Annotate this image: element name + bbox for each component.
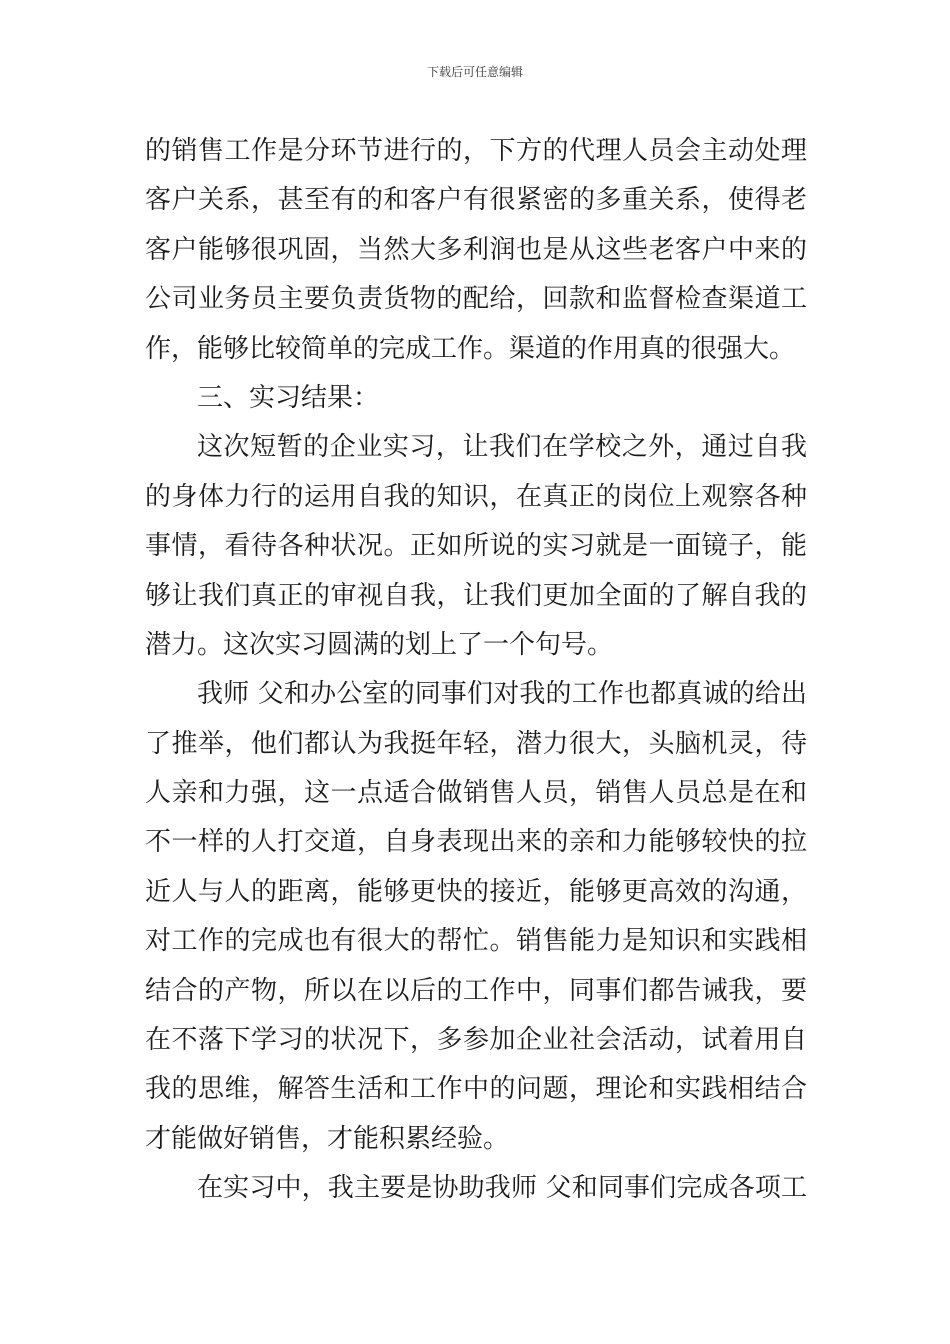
text-line-19: 在不落下学习的状况下，多参加企业社会活动，试着用自 xyxy=(145,1025,807,1056)
header-note: 下载后可任意编辑 xyxy=(426,65,523,79)
section-heading: 三、实习结果： xyxy=(197,382,380,413)
text-line-20: 我的思维，解答生活和工作中的问题，理论和实践相结合 xyxy=(145,1074,807,1105)
text-line-7: 这次短暂的企业实习，让我们在学校之外，通过自我 xyxy=(197,432,807,463)
text-line-8: 的身体力行的运用自我的知识，在真正的岗位上观察各种 xyxy=(145,481,807,512)
text-line-10: 够让我们真正的审视自我，让我们更加全面的了解自我的 xyxy=(145,580,807,611)
text-line-1: 的销售工作是分环节进行的，下方的代理人员会主动处理 xyxy=(145,136,807,166)
text-line-9: 事情，看待各种状况。正如所说的实习就是一面镜子，能 xyxy=(145,531,807,562)
text-line-15: 不一样的人打交道，自身表现出来的亲和力能够较快的拉 xyxy=(145,827,807,858)
text-line-2: 客户关系，甚至有的和客户有很紧密的多重关系，使得老 xyxy=(145,185,807,216)
text-line-5: 作，能够比较简单的完成工作。渠道的作用真的很强大。 xyxy=(145,333,796,364)
text-line-11: 潜力。这次实习圆满的划上了一个句号。 xyxy=(145,629,614,660)
text-line-16: 近人与人的距离，能够更快的接近，能够更高效的沟通， xyxy=(145,876,807,907)
text-line-4: 公司业务员主要负责货物的配给，回款和监督检查渠道工 xyxy=(145,284,807,315)
text-line-13: 了推举，他们都认为我挺年轻，潜力很大，头脑机灵，待 xyxy=(145,728,807,759)
text-line-12: 我师 父和办公室的同事们对我的工作也都真诚的给出 xyxy=(197,679,807,710)
text-line-3: 客户能够很巩固，当然大多利润也是从这些老客户中来的 xyxy=(145,234,807,265)
text-line-17: 对工作的完成也有很大的帮忙。销售能力是知识和实践相 xyxy=(145,926,807,957)
text-line-18: 结合的产物，所以在以后的工作中，同事们都告诫我，要 xyxy=(145,975,807,1006)
text-line-22: 在实习中，我主要是协助我师 父和同事们完成各项工 xyxy=(197,1173,807,1204)
text-line-14: 人亲和力强，这一点适合做销售人员，销售人员总是在和 xyxy=(145,778,807,809)
document-body xyxy=(145,127,807,1214)
text-line-21: 才能做好销售，才能积累经验。 xyxy=(145,1123,510,1154)
